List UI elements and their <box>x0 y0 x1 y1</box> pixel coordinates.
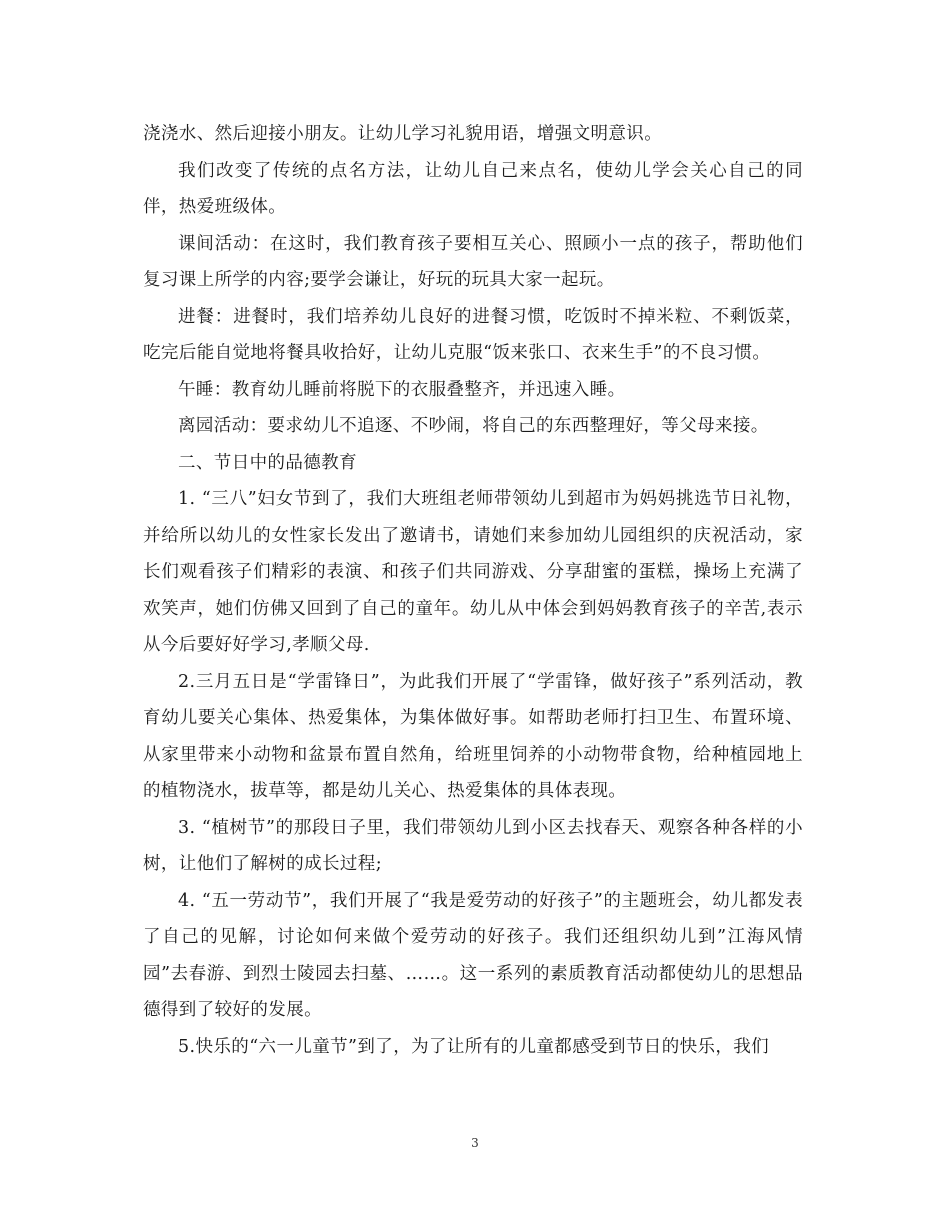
paragraph-continuation: 浇浇水、然后迎接小朋友。让幼儿学习礼貌用语，增强文明意识。 <box>143 124 663 144</box>
paragraph-arbor-day: 3. “植树节”的那段日子里，我们带领幼儿到小区去找春天、观察各种各样的小树，让他们了解树的成长过程; <box>143 817 803 874</box>
paragraph-labor-day: 4. “五一劳动节”，我们开展了“我是爱劳动的好孩子”的主题班会，幼儿都发表了自己的见解，讨论如何来做个爱劳动的好孩子。我们还组织幼儿到”江海风情园”去春游、到烈士陵园去扫墓、……。这一系列的素质教育活动都使幼儿的思想品德得到了较好的发展。 <box>143 890 803 1020</box>
paragraph-womens-day: 1. “三八”妇女节到了，我们大班组老师带领幼儿到超市为妈妈挑选节日礼物，并给所以幼儿的女性家长发出了邀请书，请她们来参加幼儿园组织的庆祝活动，家长们观看孩子们精彩的表演、和孩子们共同游戏、分享甜蜜的蛋糕，操场上充满了欢笑声，她们仿佛又回到了自己的童年。幼儿从中体会到妈妈教育孩子的辛苦,表示从今后要好好学习,孝顺父母. <box>143 489 803 655</box>
section-heading: 二、节日中的品德教育 <box>178 452 357 473</box>
paragraph-leaving: 离园活动：要求幼儿不追逐、不吵闹，将自己的东西整理好，等父母来接。 <box>178 416 769 436</box>
page-number: 3 <box>471 1136 479 1150</box>
paragraph-break-activity: 课间活动：在这时，我们教育孩子要相互关心、照顾小一点的孩子，帮助他们复习课上所学的内容;要学会谦让，好玩的玩具大家一起玩。 <box>143 233 803 290</box>
paragraph-nap: 午睡：教育幼儿睡前将脱下的衣服叠整齐，并迅速入睡。 <box>178 379 626 400</box>
paragraph-roll-call: 我们改变了传统的点名方法，让幼儿自己来点名，使幼儿学会关心自己的同伴，热爱班级体。 <box>143 160 803 217</box>
document-body <box>143 116 803 1065</box>
paragraph-meals: 进餐：进餐时，我们培养幼儿良好的进餐习惯，吃饭时不掉米粒、不剩饭菜，吃完后能自觉地将餐具收拾好，让幼儿克服“饭来张口、衣来生手”的不良习惯。 <box>143 306 803 363</box>
paragraph-lei-feng-day: 2.三月五日是“学雷锋日”，为此我们开展了“学雷锋，做好孩子”系列活动，教育幼儿要关心集体、热爱集体，为集体做好事。如帮助老师打扫卫生、布置环境、从家里带来小动物和盆景布置自然角，给班里饲养的小动物带食物，给种植园地上的植物浇水，拔草等，都是幼儿关心、热爱集体的具体表现。 <box>143 671 803 801</box>
paragraph-childrens-day: 5.快乐的“六一儿童节”到了，为了让所有的儿童都感受到节日的快乐，我们 <box>178 1036 770 1057</box>
